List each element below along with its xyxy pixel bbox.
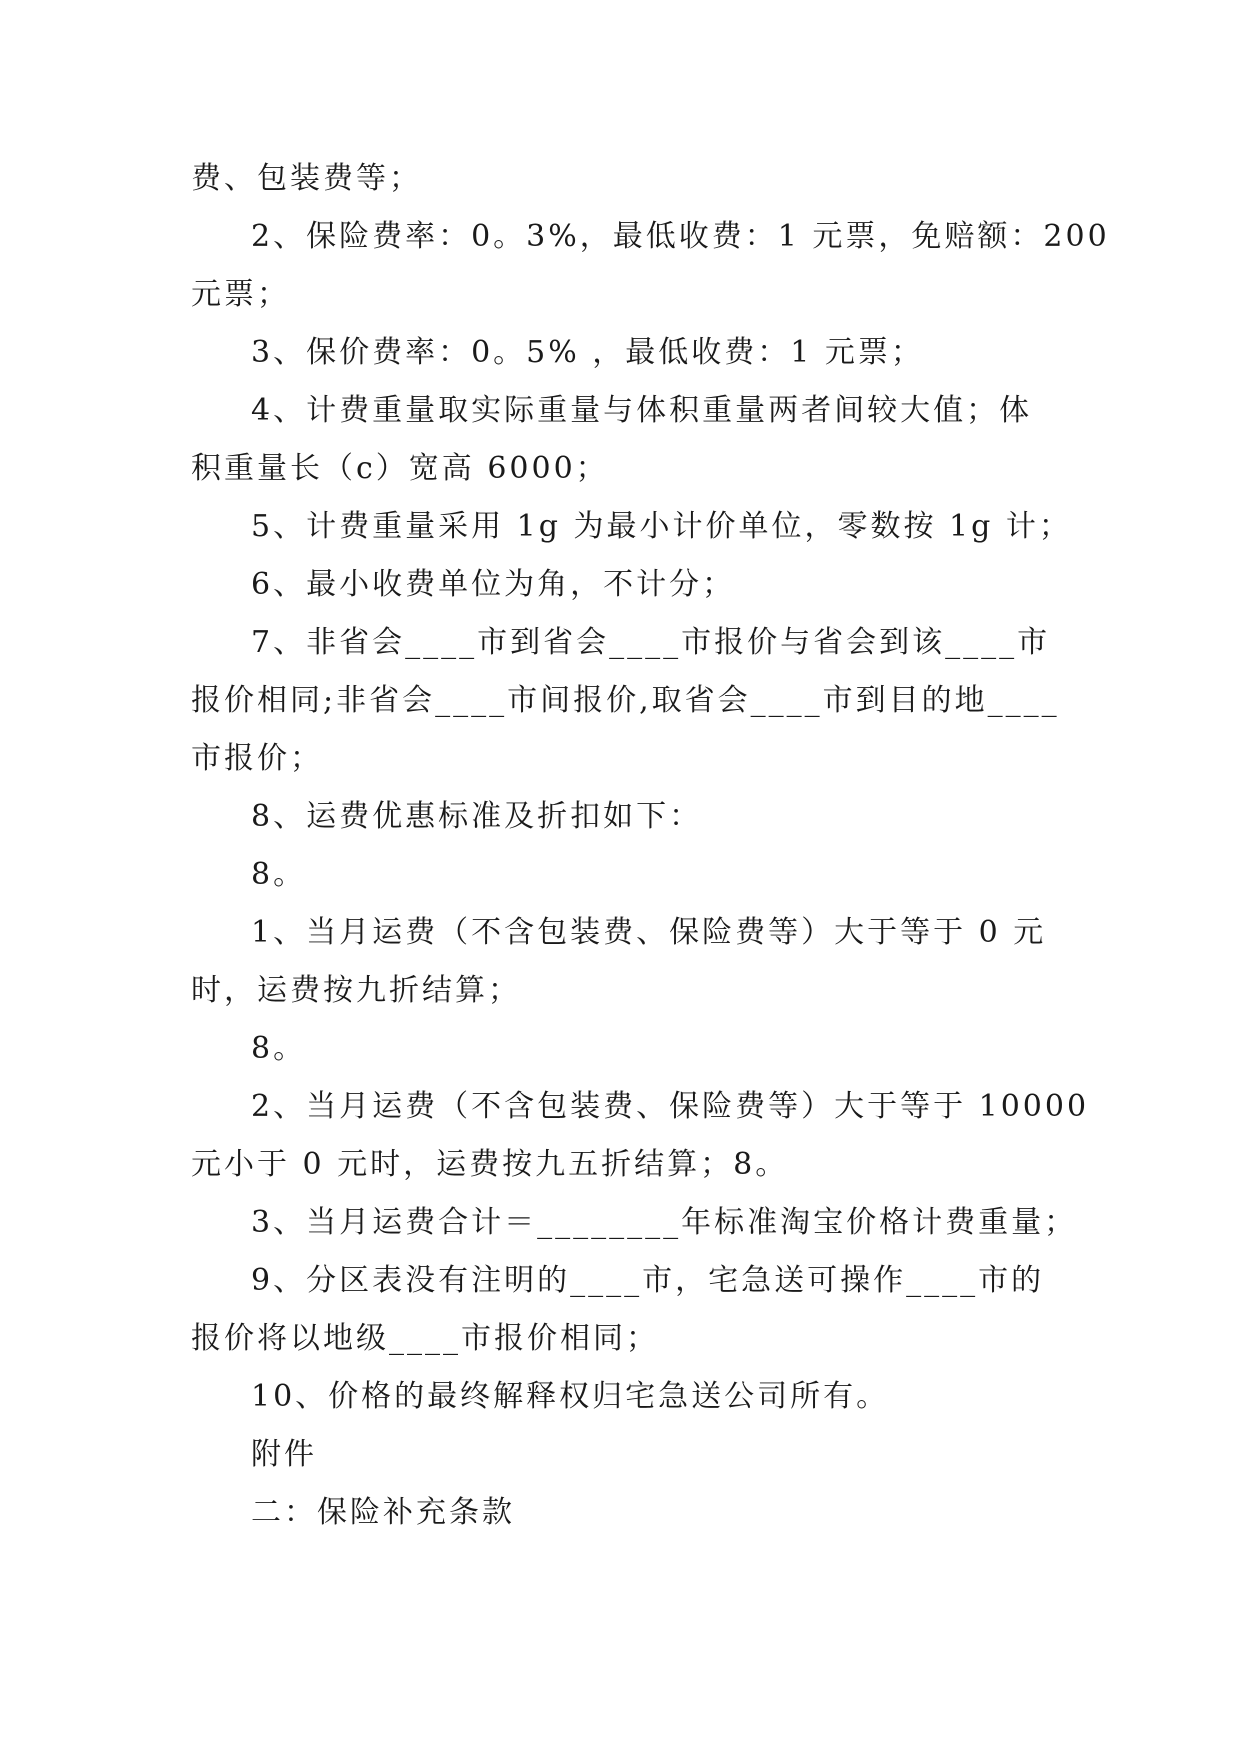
text-line: 二：保险补充条款: [251, 1495, 515, 1530]
text-line: 5、计费重量采用 1g 为最小计价单位，零数按 1g 计；: [251, 509, 1072, 544]
text-line: 8。: [251, 1031, 307, 1066]
text-line: 报价将以地级____市报价相同；: [191, 1321, 659, 1356]
text-line: 附件: [251, 1437, 317, 1472]
text-line: 1、当月运费（不含包装费、保险费等）大于等于 0 元: [251, 915, 1047, 950]
text-line: 3、当月运费合计＝________年标准淘宝价格计费重量；: [251, 1205, 1078, 1240]
text-line: 4、计费重量取实际重量与体积重量两者间较大值；体: [251, 393, 1033, 428]
text-line: 6、最小收费单位为角，不计分；: [251, 567, 736, 602]
document-page: [191, 150, 1110, 1542]
text-line: 元小于 0 元时，运费按九五折结算；8。: [191, 1147, 789, 1182]
text-line: 8。: [251, 857, 307, 892]
text-line: 2、当月运费（不含包装费、保险费等）大于等于 10000: [251, 1089, 1090, 1124]
text-line: 积重量长（c）宽高 6000；: [191, 451, 609, 486]
text-line: 10、价格的最终解释权归宅急送公司所有。: [251, 1379, 890, 1414]
text-line: 费、包装费等；: [191, 161, 422, 196]
text-line: 7、非省会____市到省会____市报价与省会到该____市: [251, 625, 1051, 660]
text-line: 8、运费优惠标准及折扣如下：: [251, 799, 703, 834]
text-line: 9、分区表没有注明的____市，宅急送可操作____市的: [251, 1263, 1045, 1298]
text-line: 市报价；: [191, 741, 323, 776]
text-line: 报价相同;非省会____市间报价,取省会____市到目的地____: [191, 683, 1060, 718]
text-line: 2、保险费率：0。3%，最低收费：1 元票，免赔额：200: [251, 219, 1110, 254]
text-line: 时，运费按九折结算；: [191, 973, 521, 1008]
text-line: 元票；: [191, 277, 290, 312]
text-line: 3、保价费率：0。5% ，最低收费：1 元票；: [251, 335, 924, 370]
